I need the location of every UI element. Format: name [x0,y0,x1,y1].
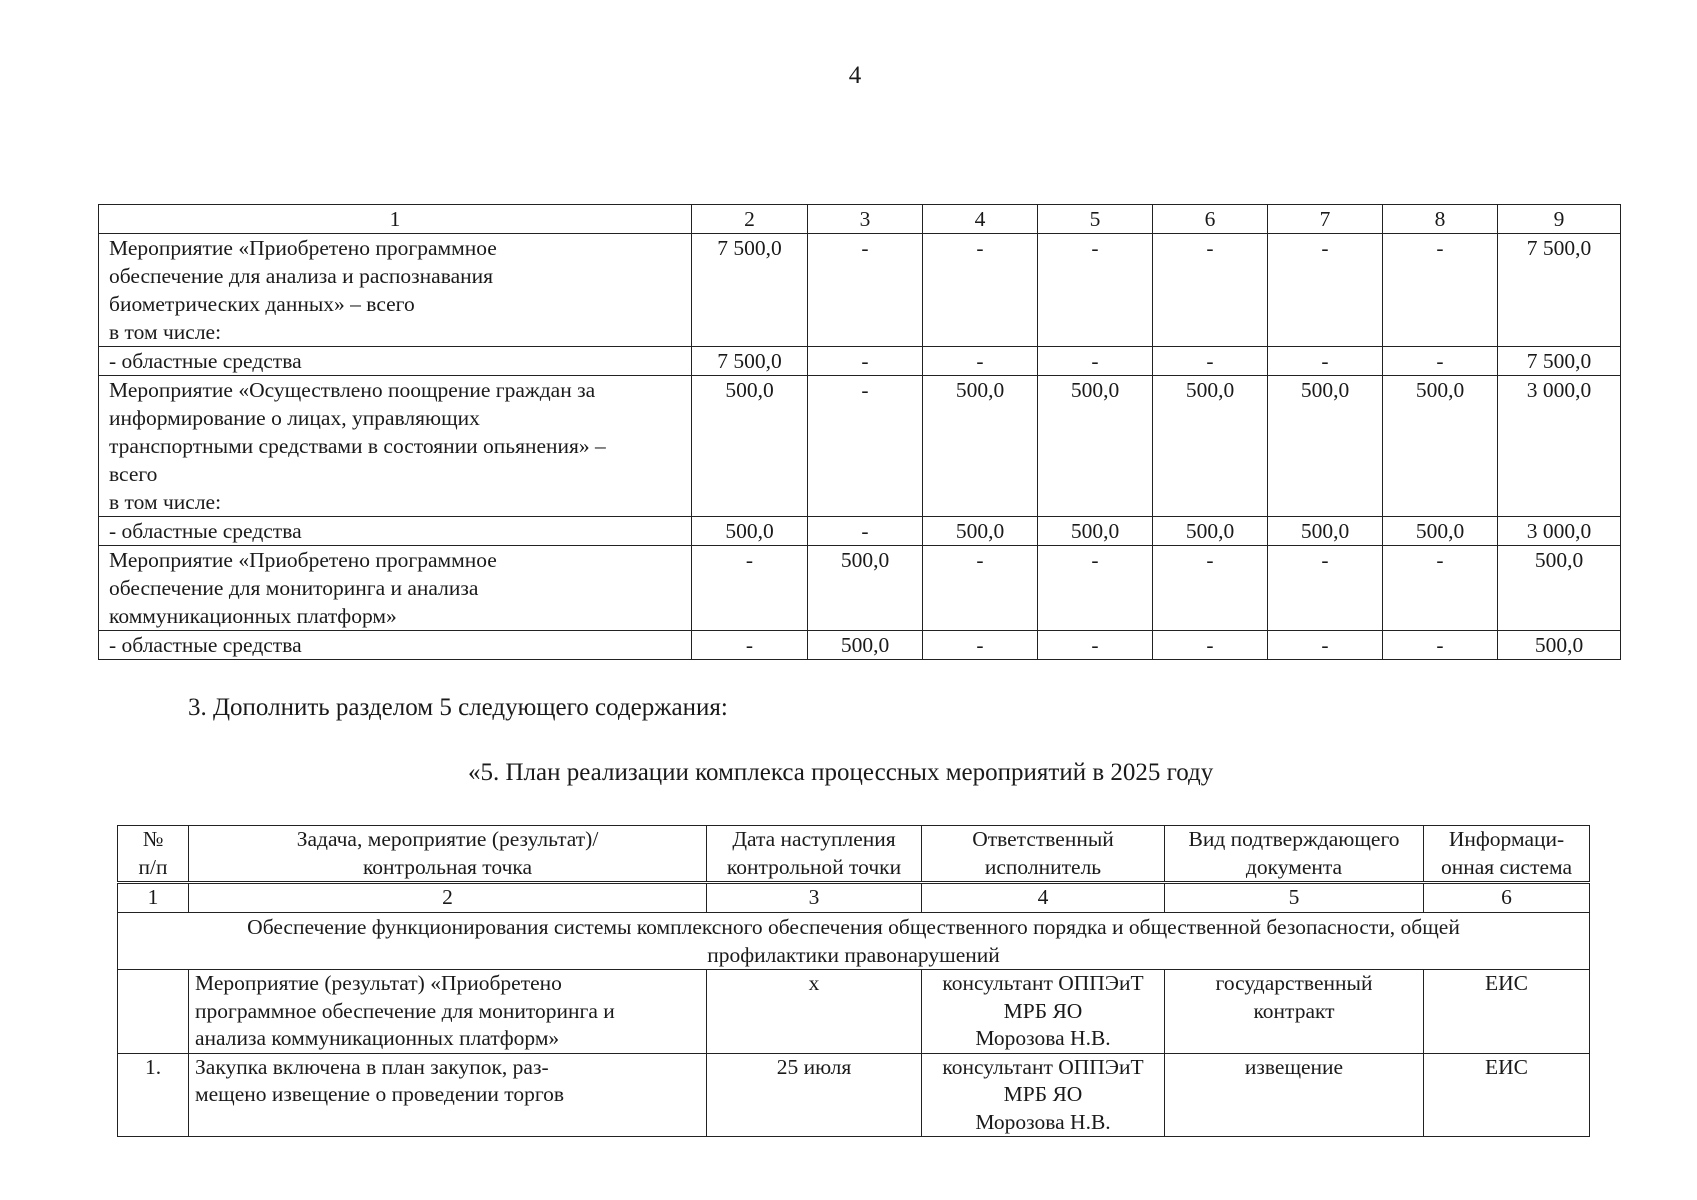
row-value: 3 000,0 [1498,376,1621,517]
section-title: Обеспечение функционирования системы комплексного обеспечения общественного порядка и общественной безопасности, общей профилактики правонарушений [118,913,1590,970]
row-value: 500,0 [923,517,1038,546]
header-system: Информаци- онная система [1424,826,1590,883]
cell-line: консультант ОППЭиТ [942,971,1144,995]
plan-table [117,825,1590,1137]
row-value: 500,0 [1038,376,1153,517]
row-value: - [1268,631,1383,660]
row-value: - [923,546,1038,631]
row-label-line: Мероприятие «Приобретено программное [109,236,497,260]
row-value: - [923,234,1038,347]
row-value: - [692,631,808,660]
plan-row [118,1053,1590,1137]
row-date: х [707,970,922,1054]
row-value: - [1268,546,1383,631]
row-value: 500,0 [1153,376,1268,517]
row-value: 500,0 [808,631,923,660]
row-value: - [1268,347,1383,376]
plan-header-row [118,826,1590,883]
row-value: 500,0 [1038,517,1153,546]
column-number: 5 [1165,883,1424,913]
column-number: 6 [1424,883,1590,913]
header-executor: Ответственный исполнитель [922,826,1165,883]
cell-line: Морозова Н.В. [975,1026,1111,1050]
section-heading: 3. Дополнить разделом 5 следующего содержания: [188,694,728,721]
row-value: 7 500,0 [1498,347,1621,376]
row-value: - [1383,347,1498,376]
row-number [118,970,189,1054]
row-value: 500,0 [923,376,1038,517]
row-label-line: - областные средства [109,519,302,543]
plan-row [118,970,1590,1054]
column-number: 2 [692,205,808,234]
row-label-line: транспортными средствами в состоянии опьянения» – [109,434,606,458]
column-number: 7 [1268,205,1383,234]
column-number: 8 [1383,205,1498,234]
row-value: - [1153,234,1268,347]
column-number: 6 [1153,205,1268,234]
row-task [189,970,707,1054]
budget-row [99,517,1621,546]
row-document [1165,970,1424,1054]
column-number: 9 [1498,205,1621,234]
row-value: - [692,546,808,631]
row-value: - [1153,347,1268,376]
column-number: 3 [707,883,922,913]
row-label [99,546,692,631]
cell-line: контракт [1253,998,1335,1023]
row-value: 500,0 [1153,517,1268,546]
cell-line: Морозова Н.В. [975,1109,1111,1134]
row-label [99,517,692,546]
cell-line: консультант ОППЭиТ [942,1054,1144,1079]
row-label-line: обеспечение для мониторинга и анализа [109,576,479,600]
column-number: 4 [922,883,1165,913]
row-value: 500,0 [1383,517,1498,546]
row-value: - [1383,631,1498,660]
cell-line: МРБ ЯО [1003,1082,1083,1106]
row-value: - [1383,234,1498,347]
plan-column-number-row [118,883,1590,913]
row-value: 7 500,0 [1498,234,1621,347]
row-value: - [923,631,1038,660]
row-label [99,234,692,347]
row-value: - [1038,234,1153,347]
row-value: - [1038,347,1153,376]
budget-row [99,546,1621,631]
budget-table [98,204,1621,660]
row-value: 7 500,0 [692,234,808,347]
row-label-line: - областные средства [109,633,302,657]
row-value: - [1383,546,1498,631]
plan-title: «5. План реализации комплекса процессных мероприятий в 2025 году [468,759,1214,786]
column-number-row [99,205,1621,234]
row-document [1165,1053,1424,1137]
row-value: - [1153,546,1268,631]
budget-row [99,347,1621,376]
row-label-line: - областные средства [109,349,302,373]
column-number: 4 [923,205,1038,234]
cell-line: государственный [1215,971,1373,995]
header-task: Задача, мероприятие (результат)/ контрольная точка [189,826,707,883]
row-value: - [1153,631,1268,660]
cell-line: анализа коммуникационных платформ» [195,1026,560,1050]
cell-line: Закупка включена в план закупок, раз- [195,1054,549,1079]
header-date: Дата наступления контрольной точки [707,826,922,883]
row-value: - [923,347,1038,376]
cell-line: программное обеспечение для мониторинга и [195,998,615,1023]
row-label-line: информирование о лицах, управляющих [109,406,480,430]
cell-line: мещено извещение о проведении торгов [195,1082,565,1106]
row-label-line: коммуникационных платформ» [109,604,397,628]
row-value: 7 500,0 [692,347,808,376]
row-value: 500,0 [1498,546,1621,631]
row-value: 500,0 [1268,517,1383,546]
row-system: ЕИС [1424,970,1590,1054]
row-value: - [808,376,923,517]
row-value: 500,0 [692,517,808,546]
row-executor [922,1053,1165,1137]
column-number: 1 [118,883,189,913]
column-number: 2 [189,883,707,913]
row-number: 1. [118,1053,189,1137]
row-label-line: всего [109,462,158,486]
row-label-line: в том числе: [109,490,222,514]
row-label [99,347,692,376]
row-value: - [808,234,923,347]
row-label-line: Мероприятие «Осуществлено поощрение граждан за [109,378,596,402]
row-value: - [1038,546,1153,631]
header-document: Вид подтверждающего документа [1165,826,1424,883]
row-value: - [808,347,923,376]
row-label [99,631,692,660]
row-system: ЕИС [1424,1053,1590,1137]
column-number: 5 [1038,205,1153,234]
page-number: 4 [848,62,862,89]
budget-row [99,234,1621,347]
row-value: - [1038,631,1153,660]
cell-line: Мероприятие (результат) «Приобретено [195,971,562,995]
row-date: 25 июля [707,1053,922,1137]
row-task [189,1053,707,1137]
row-value: 3 000,0 [1498,517,1621,546]
row-value: 500,0 [808,546,923,631]
row-value: 500,0 [1268,376,1383,517]
cell-line: извещение [1244,1054,1344,1079]
column-number: 1 [99,205,692,234]
row-label [99,376,692,517]
row-label-line: биометрических данных» – всего [109,292,415,316]
row-value: 500,0 [692,376,808,517]
column-number: 3 [808,205,923,234]
row-label-line: Мероприятие «Приобретено программное [109,548,497,572]
plan-section-row [118,913,1590,970]
row-label-line: в том числе: [109,320,222,344]
cell-line: МРБ ЯО [1003,998,1083,1023]
row-value: 500,0 [1383,376,1498,517]
row-value: - [808,517,923,546]
header-number: № п/п [118,826,189,883]
row-value: 500,0 [1498,631,1621,660]
budget-row [99,376,1621,517]
budget-row [99,631,1621,660]
row-label-line: обеспечение для анализа и распознавания [109,264,494,288]
row-executor [922,970,1165,1054]
row-value: - [1268,234,1383,347]
